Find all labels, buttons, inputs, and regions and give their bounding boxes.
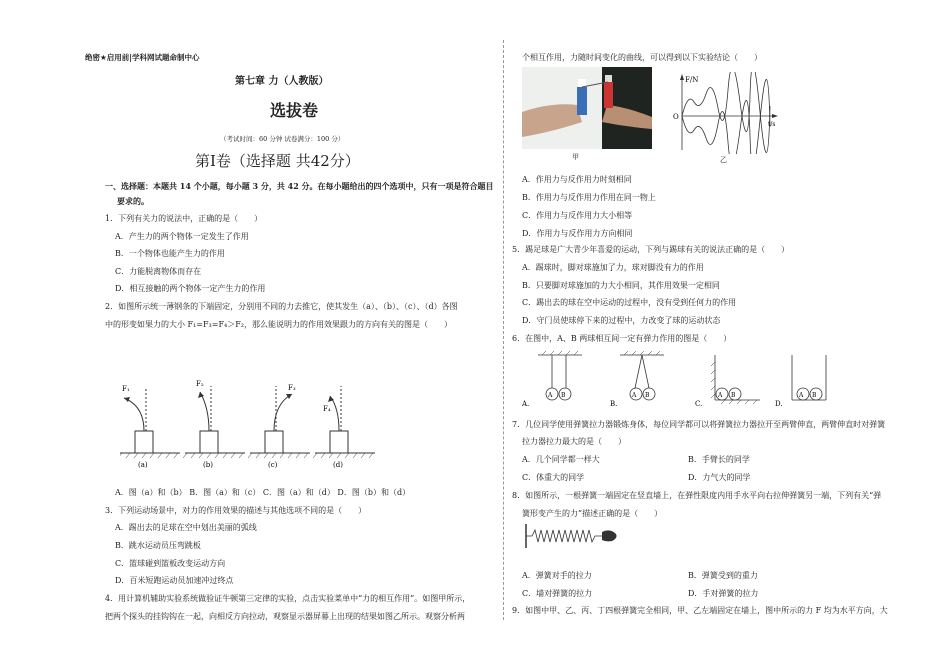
q3-stem: 3．下列运动场景中，对力的作用效果的描述与其他选项不同的是（ ） xyxy=(105,506,367,515)
q1-option-c: C．力能脱离物体而存在 xyxy=(115,267,202,276)
q5-stem: 5．踢足球是广大青少年喜爱的运动，下列与踢球有关的说法正确的是（ ） xyxy=(512,245,790,254)
q2-force-label-1: F₁ xyxy=(122,385,130,393)
q2-stem-line2: 中的形变如果力的大小 F₁=F₃=F₄＞F₂，那么能说明力的作用效果跟力的方向有关的图是（ ） xyxy=(105,320,452,329)
q8-option-d: D．手对弹簧的拉力 xyxy=(688,589,759,598)
q5-option-a: A．踢球时，脚对球施加了力，球对脚没有力的作用 xyxy=(522,263,704,272)
q7-stem-line1: 7．几位同学使用弹簧拉力器锻炼身体，每位同学都可以将弹簧拉力器拉开至两臂伸直，两臂伸直时对弹簧 xyxy=(512,420,886,429)
q4-axis-y-label: F/N xyxy=(685,76,699,84)
q1-stem: 1．下列有关力的说法中，正确的是（ ） xyxy=(105,214,263,223)
q7-option-d: D．力气大的同学 xyxy=(688,473,751,482)
page-title: 选拔卷 xyxy=(270,101,319,120)
q5-option-c: C．踢出去的球在空中运动的过程中，没有受到任何力的作用 xyxy=(522,298,737,307)
q6-ball-b-fig-a: B xyxy=(561,392,566,399)
q7-option-a: A．几个同学都一样大 xyxy=(522,455,600,464)
q8-option-a: A．弹簧对手的拉力 xyxy=(522,571,592,580)
q6-figure xyxy=(520,350,830,410)
q1-option-a: A．产生力的两个物体一定发生了作用 xyxy=(115,232,249,241)
q6-ball-a-fig-c: A xyxy=(718,392,723,399)
section-heading-line2: 要求的。 xyxy=(117,196,149,206)
q4-axis-x-label: t/s xyxy=(768,121,776,128)
q6-label-b: B. xyxy=(610,400,618,408)
q2-fig-label-b: (b) xyxy=(203,461,213,469)
q2-force-label-2: F₂ xyxy=(196,380,204,388)
section-heading-line1: 一、选择题：本题共 14 个小题，每小题 3 分，共 42 分。在每小题给出的四个选项中，只有一项是符合题目 xyxy=(105,181,494,191)
q6-stem: 6．在图中，A、B 两球相互间一定有弹力作用的图是（ ） xyxy=(512,334,732,343)
q3-option-d: D．百米短跑运动员加速冲过终点 xyxy=(115,576,234,585)
q2-force-label-3: F₃ xyxy=(288,384,296,392)
q2-options: A．图（a）和（b） B．图（a）和（c） C．图（a）和（d） D．图（b）和（d） xyxy=(115,488,411,497)
q1-option-d: D．相互接触的两个物体一定产生力的作用 xyxy=(115,284,266,293)
q6-ball-a-fig-b: A xyxy=(632,392,637,399)
q4-photo-jia xyxy=(522,67,652,149)
q5-option-d: D．守门员使球停下来的过程中，力改变了球的运动状态 xyxy=(522,316,721,325)
q6-ball-a-fig-a: A xyxy=(548,392,553,399)
q6-ball-b-fig-d: B xyxy=(812,392,817,399)
q2-fig-label-d: (d) xyxy=(333,461,343,469)
q2-figure xyxy=(120,378,380,470)
q8-option-b: B．弹簧受到的重力 xyxy=(688,571,758,580)
q6-label-a: A. xyxy=(522,400,530,408)
q2-force-label-4: F₄ xyxy=(323,405,331,413)
q4-graph-yi xyxy=(670,72,780,154)
q4-option-d: D．作用力与反作用力方向相同 xyxy=(522,229,633,238)
q6-ball-b-fig-c: B xyxy=(731,392,736,399)
q3-option-c: C．篮球碰到篮板改变运动方向 xyxy=(115,559,226,568)
q4-stem-line2: 把两个探头的挂钩钩在一起，向相反方向拉动，观察显示器屏幕上出现的结果如图乙所示。观察分析两 xyxy=(105,612,465,621)
secret-label: 绝密★启用前|学科网试题命制中心 xyxy=(85,53,200,62)
q4-origin-label: O xyxy=(673,113,679,121)
q8-option-c: C．墙对弹簧的拉力 xyxy=(522,589,593,598)
q1-option-b: B．一个物体也能产生力的作用 xyxy=(115,249,225,258)
column-divider xyxy=(503,40,504,620)
q7-option-c: C．体重大的同学 xyxy=(522,473,585,482)
q7-option-b: B．手臂长的同学 xyxy=(688,455,750,464)
q8-stem-line1: 8．如图所示，一根弹簧一端固定在竖直墙上，在弹性限度内用手水平向右拉伸弹簧另一端，下列有关“弹 xyxy=(512,491,882,500)
q4-fig-label-yi: 乙 xyxy=(720,156,727,164)
q6-ball-a-fig-d: A xyxy=(799,392,804,399)
q6-label-d: D. xyxy=(775,400,783,408)
q8-stem-line2: 簧形变产生的力”描述正确的是（ ） xyxy=(522,509,663,518)
q4-option-c: C．作用力与反作用力大小相等 xyxy=(522,211,633,220)
q6-label-c: C. xyxy=(695,400,703,408)
q5-option-b: B．只要脚对球施加的力大小相同，其作用效果一定相同 xyxy=(522,281,720,290)
q2-fig-label-a: (a) xyxy=(138,461,148,469)
q2-stem-line1: 2．如图所示统一薄钢条的下端固定，分别用不同的力去推它，使其发生（a）、（b）、（c）、（d）各图 xyxy=(105,302,458,311)
volume-title: 第Ⅰ卷（选择题 共42分） xyxy=(195,152,360,170)
q4-stem-line3: 个相互作用，力随时间变化的曲线，可以得到以下实验结论（ ） xyxy=(522,53,762,62)
q7-stem-line2: 拉力器拉力最大的是（ ） xyxy=(522,437,626,446)
q3-option-a: A．踢出去的足球在空中划出美丽的弧线 xyxy=(115,523,257,532)
chapter-title: 第七章 力（人教版） xyxy=(235,76,329,87)
q4-stem-line1: 4．用计算机辅助实验系统做验证牛顿第三定律的实验，点击实验菜单中“力的相互作用”。如图甲所示， xyxy=(105,594,471,603)
q3-option-b: B．跳水运动员压弯跳板 xyxy=(115,541,201,550)
q8-spring-figure xyxy=(522,522,622,552)
q2-fig-label-c: (c) xyxy=(268,461,278,469)
q4-option-b: B．作用力与反作用力作用在同一物上 xyxy=(522,193,656,202)
q4-fig-label-jia: 甲 xyxy=(572,153,579,161)
exam-info: （考试时间：60 分钟 试卷满分：100 分） xyxy=(220,135,345,143)
q4-option-a: A．作用力与反作用力时刻相同 xyxy=(522,175,632,184)
q9-stem: 9．如图中甲、乙、丙、丁四根弹簧完全相同，甲、乙左端固定在墙上，图中所示的力 F 均为水平方向，大 xyxy=(512,606,888,615)
q6-ball-b-fig-b: B xyxy=(645,392,650,399)
